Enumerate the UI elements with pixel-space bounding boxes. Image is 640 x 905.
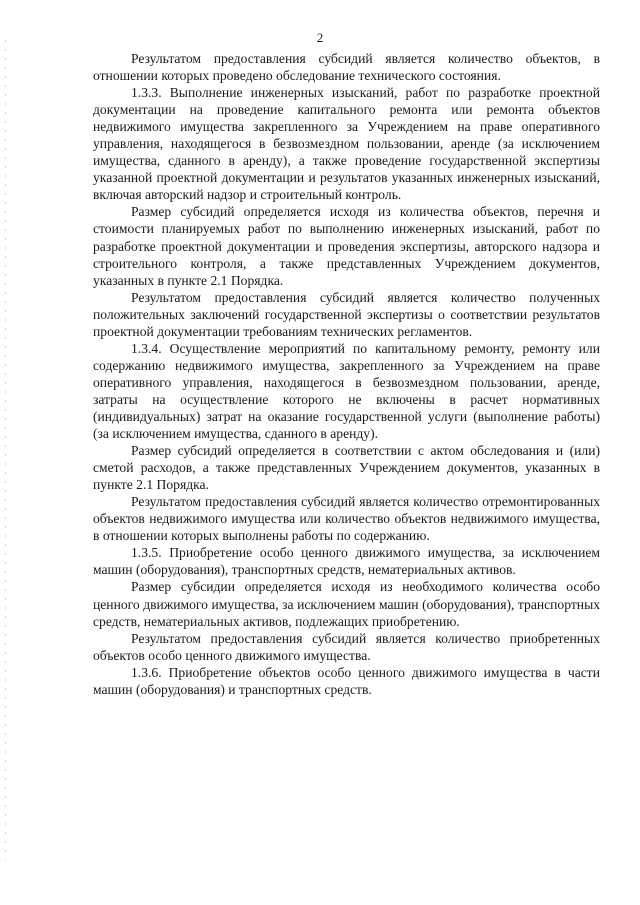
document-body <box>93 50 600 698</box>
paragraph-size-1-3-3: Размер субсидий определяется исходя из количества объектов, перечня и стоимости планируемых работ по выполнению инженерных изысканий, работ по разработке проектной документации и проведения экспертизы, авторского надзора и строительного контроля, а также представленных Учреждением документов, указанных в пункте 2.1 Порядка. <box>93 204 600 288</box>
paragraph-result-1-3-5: Результатом предоставления субсидий является количество приобретенных объектов особо ценного движимого имущества. <box>93 630 600 663</box>
paragraph-1-3-6: 1.3.6. Приобретение объектов особо ценного движимого имущества в части машин (оборудования) и транспортных средств. <box>93 664 600 697</box>
page-number: 2 <box>316 30 324 45</box>
paragraph-result-1-3-4: Результатом предоставления субсидий является количество отремонтированных объектов недвижимого имущества или количество объектов недвижимого имущества, в отношении которых выполнены работы по содержанию. <box>93 494 600 544</box>
paragraph-result-1-3-3: Результатом предоставления субсидий является количество полученных положительных заключений государственной экспертизы о соответствии результатов проектной документации требованиям технических регламентов. <box>93 289 600 339</box>
paragraph-size-1-3-4: Размер субсидий определяется в соответствии с актом обследования и (или) сметой расходов, а также представленных Учреждением документов, указанных в пункте 2.1 Порядка. <box>93 443 600 493</box>
paragraph-size-1-3-5: Размер субсидии определяется исходя из необходимого количества особо ценного движимого имущества, за исключением машин (оборудования), транспортных средств, нематериальных активов, подлежащих приобретению. <box>93 579 600 629</box>
paragraph-1-3-3: 1.3.3. Выполнение инженерных изысканий, работ по разработке проектной документации на проведение капитального ремонта или ремонта объектов недвижимого имущества закрепленного за Учреждением на праве оперативного управления, находящегося в безвозмездном пользовании, аренде (за исключением имущества, сданного в аренду), а также проведение государственной экспертизы указанной проектной документации и результатов указанных инженерных изысканий, включая авторский надзор и строительный контроль. <box>93 85 600 203</box>
scan-edge-mark <box>5 40 6 860</box>
paragraph-1-3-5: 1.3.5. Приобретение особо ценного движимого имущества, за исключением машин (оборудования), транспортных средств, нематериальных активов. <box>93 545 600 578</box>
paragraph-result-inspection: Результатом предоставления субсидий является количество объектов, в отношении которых проведено обследование технического состояния. <box>93 51 600 84</box>
paragraph-1-3-4: 1.3.4. Осуществление мероприятий по капитальному ремонту, ремонту или содержанию недвижимого имущества, закрепленного за Учреждением на праве оперативного управления, находящегося в безвозмездном пользовании, аренде, затраты на осуществление которого не включены в расчет нормативных (индивидуальных) затрат на оказание государственной услуги (выполнение работы) (за исключением имущества, сданного в аренду). <box>93 340 600 442</box>
